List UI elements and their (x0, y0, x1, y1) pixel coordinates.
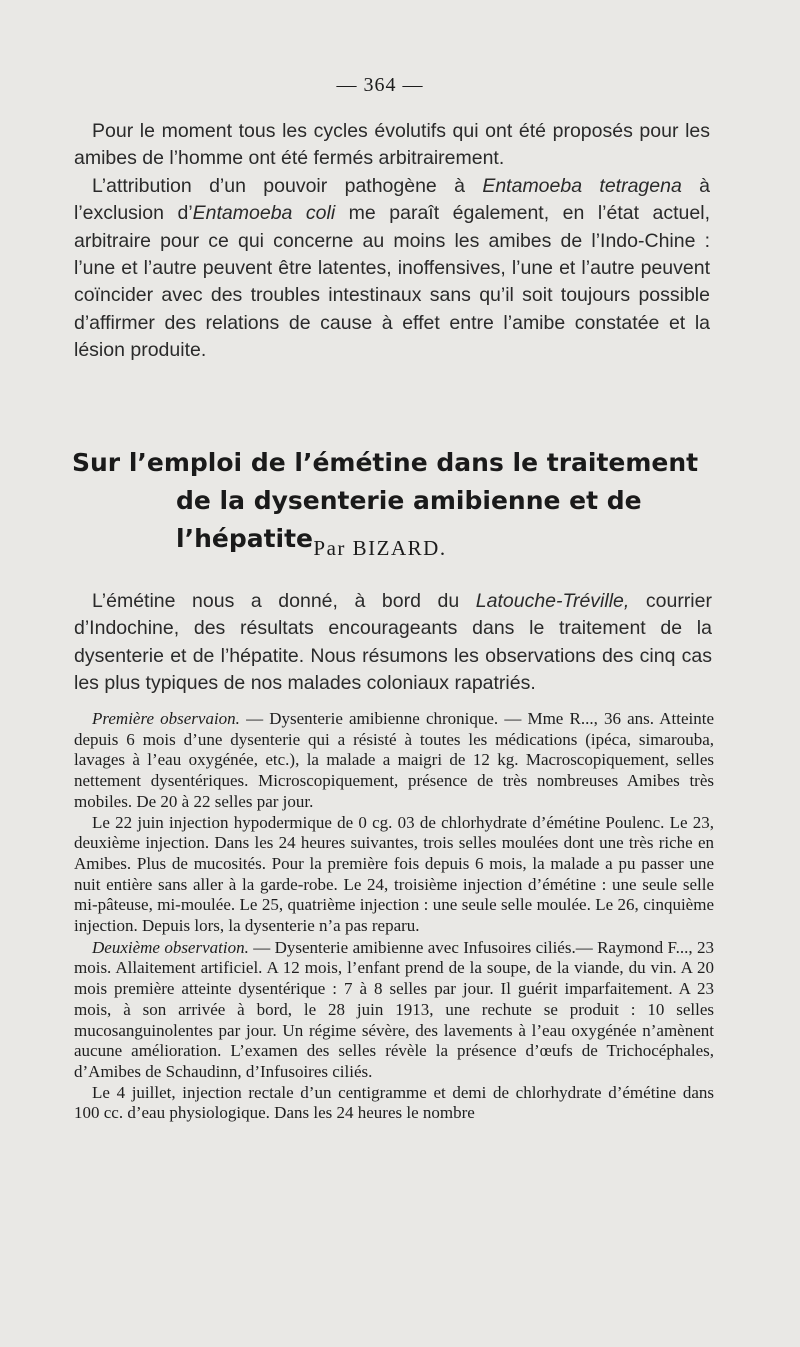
observation-1-title: Première observaion. (92, 709, 240, 728)
intro-paragraph-1: Pour le moment tous les cycles évolutifs qui ont été proposés pour les amibes de l’homme ont été fermés arbitrairement. (74, 120, 710, 170)
text-run: courrier d’Indochine, des résultats encourageants dans le traitement de la dysenterie et de l’hépatite. Nous résumons les observations des cinq cas les plus typiques de nos malades coloniaux rapatriés. (74, 590, 712, 695)
observation-1-paragraph-2: Le 22 juin injection hypodermique de 0 cg. 03 de chlorhydrate d’émétine Poulenc. Le 23, deuxième injection. Dans les 24 heures suivantes, trois selles moulées dont une très riche en Amibes. Plus de mucosités. Pour la première fois depuis 6 mois, la malade a pu passer une nuit entière sans aller à la garde-robe. Le 24, troisième injection d’émétine : une seule selle mi-pâteuse, mi-moulée. Le 25, quatrième injection : une seule selle moulée. Le 26, cinquième injection. Depuis lors, la dysenterie n’a pas reparu. (74, 812, 714, 936)
observation-1 (74, 709, 714, 813)
text-run: L’attribution d’un pouvoir pathogène à (92, 174, 483, 197)
intro-section (74, 118, 710, 365)
observation-2 (74, 938, 714, 1083)
species-name: Entamoeba tetragena (482, 174, 682, 197)
species-name: Entamoeba coli (192, 202, 336, 225)
intro-paragraph-2 (74, 173, 710, 365)
ship-name: Latouche-Tréville, (475, 590, 630, 612)
text-run: à l’exclusion d’ (74, 174, 711, 225)
text-run: L’émétine nous a donné, à bord du (92, 590, 476, 612)
lead-text (74, 588, 712, 698)
observation-2-text: — Dysenterie amibienne avec Infusoires ciliés.— Raymond F..., 23 mois. Allaitement artificiel. A 12 mois, l’enfant prend de la soupe, de la viande, du vin. A 20 mois première atteinte dysentérique : 7 à 8 selles par jour. Il guérit imparfaitement. A 23 mois, à son arrivée à bord, le 28 juin 1913, une rechute se produit : 10 selles mucosanguinolentes par jour. Un régime sévère, des lavements à l’eau oxygénée n’amènent aucune amélioration. L’examen des selles révèle la présence d’œufs de Trichocéphales, d’Amibes de Schaudinn, d’Infusoires ciliés. (74, 937, 714, 1081)
observation-2-title: Deuxième observation. (92, 937, 249, 957)
observation-2-paragraph-2: Le 4 juillet, injection rectale d’un centigramme et demi de chlorhydrate d’émétine dans 100 cc. d’eau physiologique. Dans les 24 heures le nombre (74, 1082, 714, 1123)
page-number: — 364 — (336, 74, 424, 96)
text-run: me paraît également, en l’état actuel, arbitraire pour ce qui concerne au moins les amibes de l’Indo-Chine : l’une et l’autre peuvent être latentes, inoffensives, l’une et l’autre peuvent coïncider avec des troubles intestinaux sans qu’il soit toujours possible d’affirmer des relations de cause à effet entre l’amibe constatée et la lésion produite. (74, 202, 710, 362)
lead-paragraph (74, 588, 712, 698)
observations-section (74, 708, 714, 1124)
article-title-line-2: de la dysenterie amibienne et de l’hépatite (176, 486, 642, 553)
article-author: Par BIZARD. (313, 536, 447, 560)
observation-1-text: — Dysenterie amibienne chronique. — Mme R..., 36 ans. Atteinte depuis 6 mois d’une dysenterie qui a résisté à toutes les médications (ipéca, simarouba, lavages à l’eau oxygénée, etc.), la malade a maigri de 12 kg. Macroscopiquement, selles nettement dysentériques. Microscopiquement, présence de très nombreuses Amibes très mobiles. De 20 à 22 selles par jour. (74, 709, 714, 811)
article-title-line-1: Sur l’emploi de l’émétine dans le traitement (72, 448, 699, 477)
